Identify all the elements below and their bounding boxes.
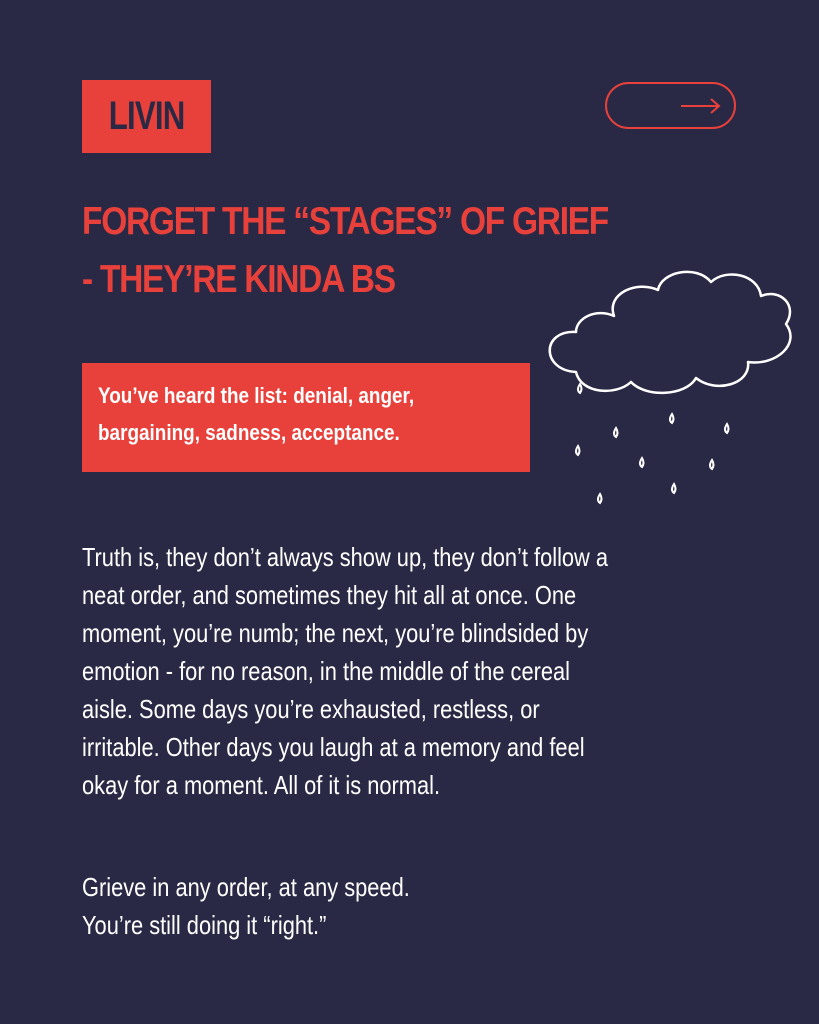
body-line: neat order, and sometimes they hit all at once. One — [82, 580, 577, 610]
logo-text: LIVIN — [108, 94, 185, 138]
title-line-2: - THEY’RE KINDA BS — [82, 258, 395, 301]
livin-logo — [82, 80, 211, 153]
body-line: Truth is, they don’t always show up, they don’t follow a — [82, 542, 609, 572]
body-line: moment, you’re numb; the next, you’re blindsided by — [82, 618, 589, 648]
arrow-right-icon — [679, 96, 723, 116]
body-line: irritable. Other days you laugh at a memory and feel — [82, 732, 585, 762]
callout-line-2: bargaining, sadness, acceptance. — [98, 420, 400, 445]
callout-box — [82, 363, 530, 472]
closing-line-2: You’re still doing it “right.” — [82, 910, 327, 940]
title-line-1: FORGET THE “STAGES” OF GRIEF — [82, 200, 609, 243]
body-paragraph — [82, 538, 729, 804]
body-line: aisle. Some days you’re exhausted, restless, or — [82, 694, 540, 724]
body-line: emotion - for no reason, in the middle of the cereal — [82, 656, 571, 686]
next-slide-button[interactable] — [605, 82, 736, 129]
body-line: okay for a moment. All of it is normal. — [82, 770, 441, 800]
closing-paragraph — [82, 868, 586, 944]
closing-line-1: Grieve in any order, at any speed. — [82, 872, 410, 902]
callout-line-1: You’ve heard the list: denial, anger, — [98, 383, 415, 408]
rain-cloud-icon — [536, 266, 806, 516]
